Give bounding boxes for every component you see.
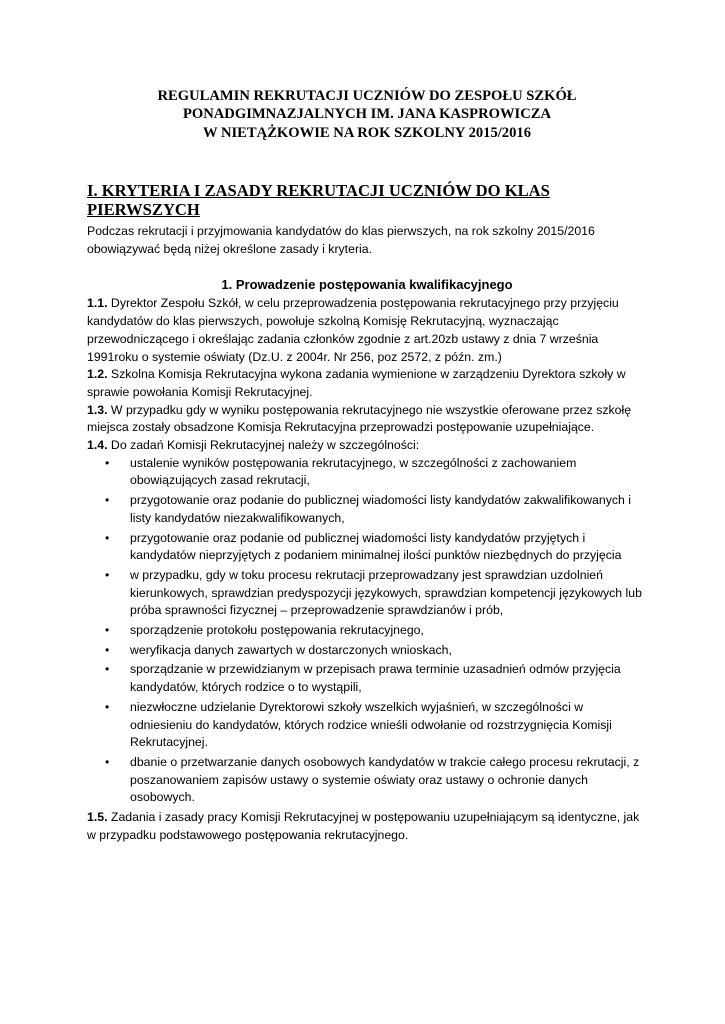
paragraph-1-2: [87, 366, 647, 401]
bullet-icon: •: [105, 493, 110, 508]
bullet-icon: •: [105, 623, 110, 638]
document-title: [87, 87, 647, 142]
bullet-icon: •: [105, 455, 110, 470]
subsection-heading: 1. Prowadzenie postępowania kwalifikacyjnego: [221, 277, 513, 293]
title-line-1: REGULAMIN REKRUTACJI UCZNIÓW DO ZESPOŁU SZKÓŁ: [157, 88, 577, 104]
title-line-3: W NIETĄŻKOWIE NA ROK SZKOLNY 2015/2016: [202, 124, 531, 141]
document-body: [87, 223, 647, 845]
paragraph-text: W przypadku gdy w wyniku postępowania rekrutacyjnego nie wszystkie oferowane przez szkołę miejsca zostały obsadzone Komisja Rekrutacyjna przeprowadzi postępowanie uzupełniające.: [87, 402, 632, 435]
paragraph-1-4: [87, 437, 647, 455]
list-item: • przygotowanie oraz podanie do publicznej wiadomości listy kandydatów zakwalifikowanych i listy kandydatów niezakwalifikowanych,: [105, 493, 632, 525]
paragraph-number: 1.4.: [87, 438, 108, 453]
paragraph-text: Zadania i zasady pracy Komisji Rekrutacyjnej w postępowaniu uzupełniającym są identyczne, jak w przypadku podstawowego postępowania rekrutacyjnego.: [87, 810, 640, 842]
paragraph-1-3: [87, 402, 647, 437]
paragraph-text: Dyrektor Zespołu Szkół, w celu przeprowadzenia postępowania rekrutacyjnego przy przyjęciu kandydatów do klas pierwszych, powołuje szkolną Komisję Rekrutacyjną, wyznaczając przewodniczącego i określając zadania członków zgodnie z art.20zb ustawy z dnia 7 września 1991roku o systemie oświaty (Dz.U. z 2004r. Nr 256, poz 2572, z późn. zm.): [87, 296, 619, 364]
paragraph-1-5: [87, 809, 647, 844]
bullet-icon: •: [105, 699, 110, 714]
list-item: • ustalenie wyników postępowania rekrutacyjnego, w szczególności z zachowaniem obowiązujących zasad rekrutacji,: [105, 455, 577, 488]
section-heading: I. KRYTERIA I ZASADY REKRUTACJI UCZNIÓW DO KLAS PIERWSZYCH: [87, 181, 550, 219]
paragraph-number: 1.3.: [87, 402, 108, 417]
paragraph-text: Do zadań Komisji Rekrutacyjnej należy w szczególności:: [107, 438, 420, 453]
paragraph-number: 1.2.: [87, 367, 108, 382]
bullet-icon: •: [105, 530, 110, 545]
list-item: • przygotowanie oraz podanie od publicznej wiadomości listy kandydatów przyjętych i kandydatów nieprzyjętych z podaniem minimalnej ilości punktów niezbędnych do przyjęcia: [105, 530, 622, 563]
duties-list: [87, 455, 647, 807]
bullet-icon: •: [105, 662, 110, 677]
list-item: • dbanie o przetwarzanie danych osobowych kandydatów w trakcie całego procesu rekrutacji, z poszanowaniem zapisów ustawy o systemie oświaty oraz ustawy o ochronie danych osobowych.: [105, 754, 640, 805]
intro-paragraph: Podczas rekrutacji i przyjmowania kandydatów do klas pierwszych, na rok szkolny 2015/2016 obowiązywać będą niżej określone zasady i kryteria.: [87, 224, 595, 256]
list-item: • weryfikacja danych zawartych w dostarczonych wnioskach,: [87, 642, 647, 660]
paragraph-number: 1.1.: [87, 296, 108, 311]
paragraph-number: 1.5.: [87, 810, 108, 825]
list-item: • sporządzenie protokołu postępowania rekrutacyjnego,: [87, 622, 647, 640]
paragraph-text: Szkolna Komisja Rekrutacyjna wykona zadania wymienione w zarządzeniu Dyrektora szkoły w sprawie powołania Komisji Rekrutacyjnej.: [87, 367, 626, 399]
list-item: • niezwłoczne udzielanie Dyrektorowi szkoły wszelkich wyjaśnień, w szczególności w odniesieniu do kandydatów, których rodzice wnieśli odwołanie od rozstrzygnięcia Komisji Rekrutacyjnej.: [105, 699, 612, 750]
bullet-icon: •: [105, 754, 110, 769]
list-item: • sporządzanie w przewidzianym w przepisach prawa terminie uzasadnień odmów przyjęcia kandydatów, których rodzice o to wystąpili,: [105, 662, 621, 695]
title-line-2: PONADGIMNAZJALNYCH IM. JANA KASPROWICZA: [182, 106, 552, 123]
paragraph-1-1: [87, 295, 647, 366]
bullet-icon: •: [105, 567, 110, 582]
document-page: [87, 0, 647, 1024]
list-item: • w przypadku, gdy w toku procesu rekrutacji przeprowadzany jest sprawdzian uzdolnień kierunkowych, sprawdzian predyspozycji językowych, sprawdzian kompetencji językowych lub próba sprawności fizycznej – przeprowadzenie sprawdzianów i prób,: [105, 567, 642, 618]
bullet-icon: •: [105, 642, 110, 657]
